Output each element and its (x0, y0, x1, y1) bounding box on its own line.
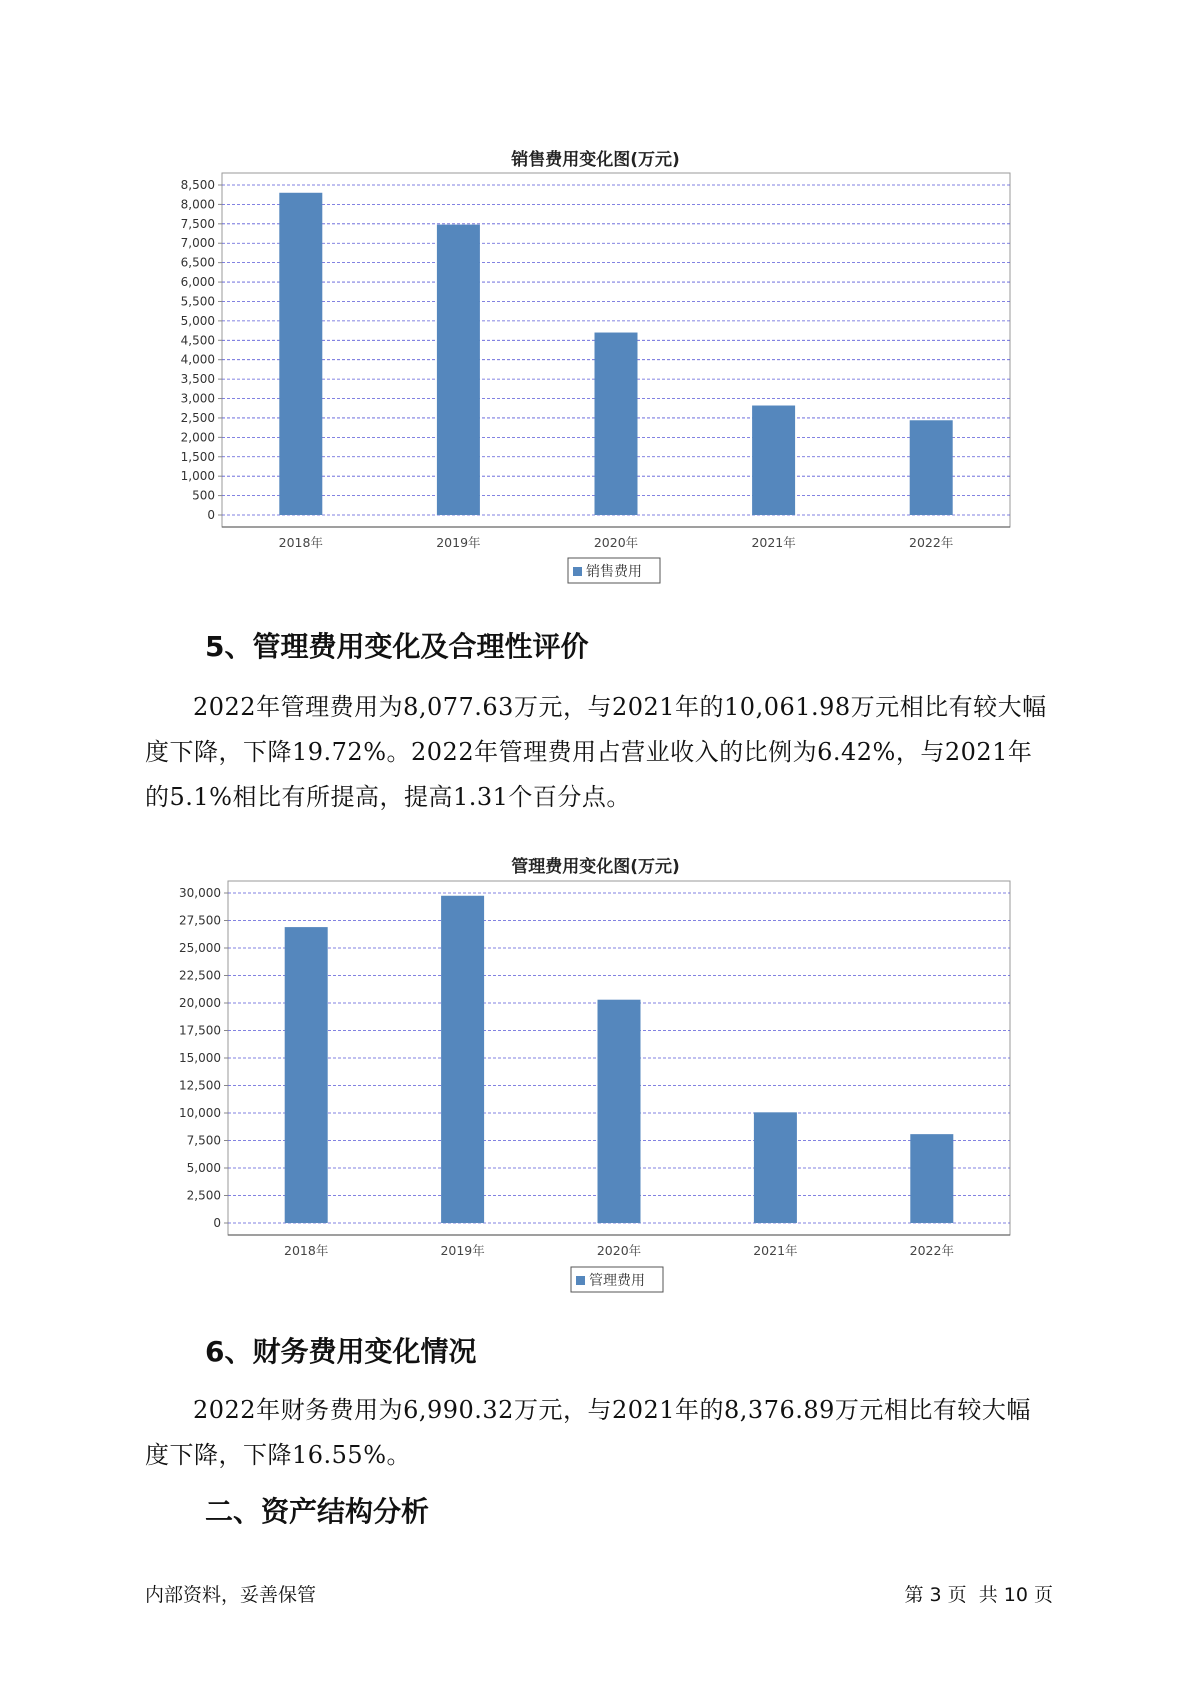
bar-2021年 (754, 1112, 797, 1223)
bar-2022年 (910, 1134, 953, 1223)
y-tick-label: 2,000 (180, 430, 215, 445)
y-tick-label: 5,500 (180, 294, 215, 309)
x-tick-label: 2022年 (909, 535, 954, 550)
legend-swatch (573, 567, 582, 576)
y-tick-label: 30,000 (179, 886, 221, 900)
bar-2018年 (279, 193, 322, 515)
bar-2018年 (285, 927, 328, 1223)
y-tick-label: 3,500 (180, 372, 215, 387)
x-tick-label: 2018年 (278, 535, 323, 550)
y-tick-label: 10,000 (179, 1106, 221, 1120)
y-tick-label: 500 (192, 488, 215, 503)
y-tick-label: 1,500 (180, 449, 215, 464)
y-tick-label: 25,000 (179, 941, 221, 955)
x-tick-label: 2020年 (596, 1243, 642, 1258)
y-tick-label: 22,500 (179, 968, 221, 983)
y-tick-label: 0 (207, 508, 215, 522)
y-tick-label: 8,500 (180, 178, 215, 192)
bar-2020年 (595, 333, 638, 515)
section-6-heading: 6、财务费用变化情况 (205, 1335, 477, 1368)
legend-label: 管理费用 (589, 1273, 645, 1289)
x-tick-label: 2021年 (751, 535, 796, 550)
y-tick-label: 5,000 (180, 313, 215, 328)
y-tick-label: 6,000 (180, 275, 215, 290)
y-tick-label: 2,500 (186, 1188, 221, 1203)
bar-2020年 (598, 1000, 641, 1223)
y-tick-label: 4,000 (180, 352, 215, 367)
bar-2019年 (441, 896, 484, 1223)
section-6-paragraph: 2022年财务费用为6,990.32万元，与2021年的8,376.89万元相比有较大幅度下降，下降16.55%。 (145, 1396, 1031, 1469)
x-tick-label: 2020年 (593, 535, 639, 550)
bar-2021年 (752, 406, 795, 515)
y-tick-label: 3,000 (180, 391, 215, 406)
bar-2022年 (910, 420, 953, 515)
y-tick-label: 1,000 (180, 469, 215, 484)
y-tick-label: 7,000 (180, 236, 215, 251)
x-tick-label: 2019年 (440, 1243, 485, 1258)
y-tick-label: 20,000 (179, 996, 221, 1010)
section-5-heading: 5、管理费用变化及合理性评价 (205, 630, 589, 663)
part-2-heading: 二、资产结构分析 (205, 1495, 430, 1528)
section-5-paragraph: 2022年管理费用为8,077.63万元，与2021年的10,061.98万元相比有较大幅度下降，下降19.72%。2022年管理费用占营业收入的比例为6.42%，与2021年的5.1%相比有所提高，提高1.31个百分点。 (145, 693, 1047, 811)
bar-2019年 (437, 225, 480, 515)
x-tick-label: 2019年 (436, 535, 481, 550)
y-tick-label: 27,500 (179, 913, 221, 928)
x-tick-label: 2018年 (284, 1243, 329, 1258)
y-tick-label: 2,500 (180, 410, 215, 425)
y-tick-label: 17,500 (179, 1023, 221, 1038)
footer-page-number: 第 3 页 共 10 页 (904, 1584, 1053, 1606)
y-tick-label: 6,500 (180, 255, 215, 270)
x-tick-label: 2022年 (909, 1243, 954, 1258)
admin-expense-chart-title: 管理费用变化图(万元) (511, 857, 680, 877)
admin-expense-chart (0, 878, 1191, 1308)
sales-expense-chart-title: 销售费用变化图(万元) (511, 150, 680, 170)
y-tick-label: 12,500 (179, 1078, 221, 1093)
y-tick-label: 0 (213, 1216, 221, 1230)
y-tick-label: 7,500 (180, 216, 215, 231)
footer-confidential-note: 内部资料，妥善保管 (145, 1584, 317, 1606)
x-tick-label: 2021年 (753, 1243, 798, 1258)
legend-label: 销售费用 (586, 564, 642, 580)
legend-swatch (576, 1276, 585, 1285)
y-tick-label: 4,500 (180, 333, 215, 348)
y-tick-label: 15,000 (179, 1051, 221, 1065)
sales-expense-chart (0, 170, 1191, 590)
y-tick-label: 7,500 (186, 1133, 221, 1148)
y-tick-label: 8,000 (180, 197, 215, 212)
y-tick-label: 5,000 (186, 1161, 221, 1175)
